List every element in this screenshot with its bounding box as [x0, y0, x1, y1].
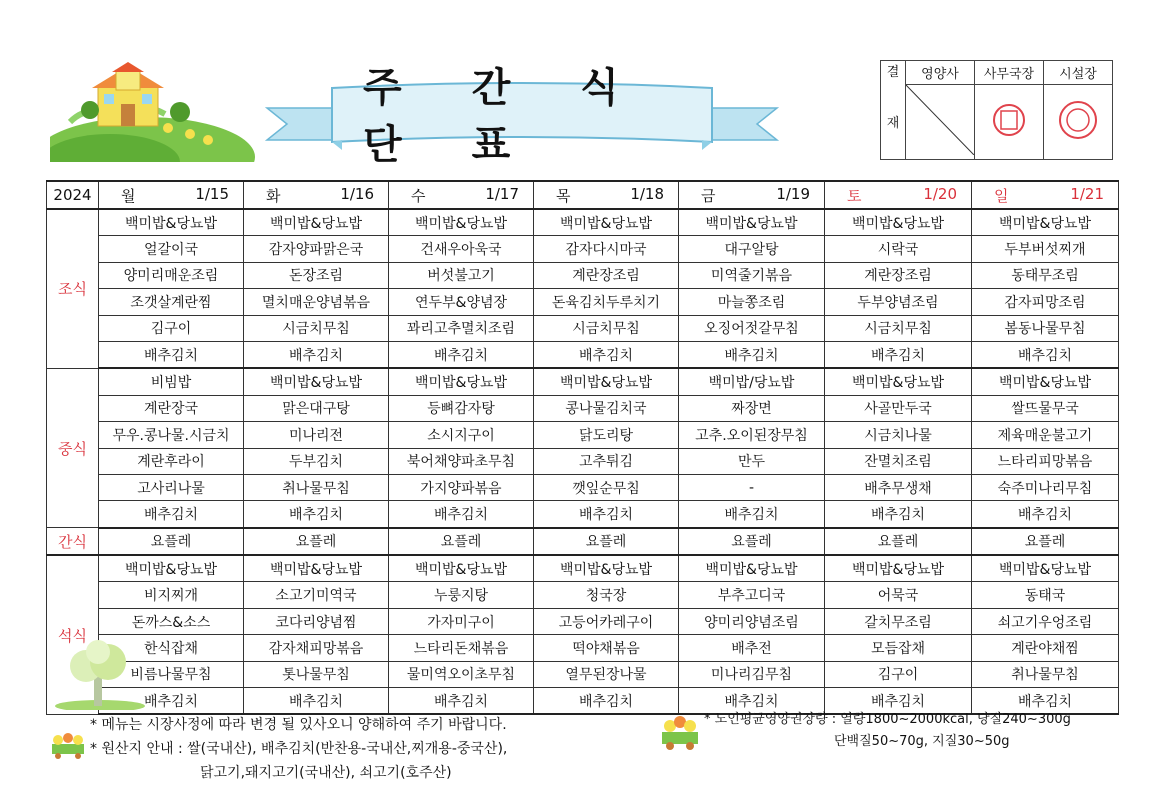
menu-cell: 시금치나물: [825, 422, 972, 448]
day-header-3: [534, 181, 679, 209]
menu-cell: 고등어카레구이: [534, 608, 679, 634]
menu-cell: 시금치무침: [825, 315, 972, 341]
menu-cell: 계란장조림: [825, 262, 972, 288]
menu-cell: 오징어젓갈무침: [679, 315, 825, 341]
menu-cell: 고추튀김: [534, 448, 679, 474]
weekly-menu-table: [46, 180, 1119, 715]
menu-cell: 맑은대구탕: [244, 395, 389, 421]
menu-row: [47, 582, 1119, 608]
menu-cell: 만두: [679, 448, 825, 474]
menu-cell: 양미리양념조림: [679, 608, 825, 634]
day-header-4: [679, 181, 825, 209]
menu-cell: 배추김치: [99, 341, 244, 368]
menu-cell: 돈장조림: [244, 262, 389, 288]
menu-cell: 미나리김무침: [679, 661, 825, 687]
menu-cell: 요플레: [99, 528, 244, 555]
flower-cart-icon: [658, 712, 702, 752]
menu-cell: 시금치무침: [534, 315, 679, 341]
menu-cell: 얼갈이국: [99, 236, 244, 262]
menu-cell: 양미리매운조림: [99, 262, 244, 288]
menu-cell: 요플레: [244, 528, 389, 555]
approval-cell-director: [1044, 85, 1113, 160]
menu-row: [47, 289, 1119, 315]
menu-cell: 배추김치: [534, 688, 679, 715]
menu-cell: 요플레: [972, 528, 1119, 555]
menu-cell: 백미밥&당뇨밥: [244, 555, 389, 582]
menu-cell: 대구알탕: [679, 236, 825, 262]
menu-cell: 백미밥&당뇨밥: [244, 368, 389, 395]
tree-illustration: [50, 640, 145, 710]
menu-cell: 떡야채볶음: [534, 635, 679, 661]
menu-cell: 감자피망조림: [972, 289, 1119, 315]
day-date: 1/20: [923, 184, 957, 203]
menu-cell: 백미밥&당뇨밥: [972, 555, 1119, 582]
menu-cell: 동태국: [972, 582, 1119, 608]
approval-role-nutritionist: 영양사: [906, 61, 975, 85]
menu-cell: 계란장국: [99, 395, 244, 421]
menu-cell: 조갯살계란찜: [99, 289, 244, 315]
menu-cell: 감자양파맑은국: [244, 236, 389, 262]
menu-row: [47, 501, 1119, 528]
day-name: 목: [556, 186, 571, 205]
day-header-label: [825, 185, 971, 206]
menu-cell: 배추김치: [244, 341, 389, 368]
menu-row: [47, 341, 1119, 368]
menu-row: [47, 262, 1119, 288]
day-date: 1/21: [1070, 184, 1104, 203]
menu-cell: 비지찌개: [99, 582, 244, 608]
menu-cell: 백미밥&당뇨밥: [99, 555, 244, 582]
menu-cell: 봄동나물무침: [972, 315, 1119, 341]
menu-cell: 쌀뜨물무국: [972, 395, 1119, 421]
menu-cell: 요플레: [389, 528, 534, 555]
menu-cell: 미나리전: [244, 422, 389, 448]
day-date: 1/15: [195, 184, 229, 203]
menu-cell: 백미밥&당뇨밥: [389, 555, 534, 582]
day-header-2: [389, 181, 534, 209]
menu-cell: 김구이: [825, 661, 972, 687]
day-header-label: [389, 185, 533, 206]
menu-cell: 감자채피망볶음: [244, 635, 389, 661]
menu-cell: 백미밥&당뇨밥: [389, 368, 534, 395]
menu-cell: 배추김치: [389, 688, 534, 715]
flower-cart-icon: [48, 730, 88, 760]
approval-cell-office-manager: [975, 85, 1044, 160]
nutrition-guide-line2: 단백질50~70g, 지질30~50g: [834, 734, 1010, 749]
menu-cell: 꽈리고추멸치조림: [389, 315, 534, 341]
menu-cell: 백미밥&당뇨밥: [679, 209, 825, 236]
menu-cell: 버섯불고기: [389, 262, 534, 288]
red-seal-stamp-icon: [1056, 98, 1100, 142]
menu-cell: 미역줄기볶음: [679, 262, 825, 288]
menu-cell: 모듬잡채: [825, 635, 972, 661]
menu-cell: 비빔밥: [99, 368, 244, 395]
menu-cell: 쇠고기우엉조림: [972, 608, 1119, 634]
menu-cell: 소시지구이: [389, 422, 534, 448]
day-name: 일: [994, 186, 1009, 205]
day-date: 1/19: [776, 184, 810, 203]
menu-cell: 누룽지탕: [389, 582, 534, 608]
menu-cell: 멸치매운양념볶음: [244, 289, 389, 315]
menu-cell: 취나물무침: [244, 474, 389, 500]
menu-cell: 배추김치: [389, 501, 534, 528]
menu-cell: 두부김치: [244, 448, 389, 474]
menu-cell: 제육매운불고기: [972, 422, 1119, 448]
approval-side-label: [881, 61, 906, 160]
origin-notice-line1: * 원산지 안내 : 쌀(국내산), 배추김치(반찬용-국내산,찌개용-중국산),: [90, 741, 508, 757]
menu-cell: 한식잡채: [99, 635, 244, 661]
menu-cell: 김구이: [99, 315, 244, 341]
approval-cell-nutritionist: [906, 85, 975, 160]
menu-cell: 콩나물김치국: [534, 395, 679, 421]
menu-cell: 잔멸치조림: [825, 448, 972, 474]
nutrition-guide-line1: * 노인평균영양권장량 : 열량1800~2000kcal, 당질240~300g: [704, 712, 1071, 727]
menu-cell: 배추김치: [99, 688, 244, 715]
day-header-0: [99, 181, 244, 209]
menu-cell: 배추김치: [825, 501, 972, 528]
origin-notice-line2: 닭고기,돼지고기(국내산), 쇠고기(호주산): [200, 765, 452, 781]
menu-cell: 가자미구이: [389, 608, 534, 634]
menu-row: [47, 395, 1119, 421]
menu-cell: 배추김치: [244, 501, 389, 528]
day-header-label: [244, 185, 388, 206]
day-date: 1/16: [340, 184, 374, 203]
menu-cell: 무우.콩나물.시금치: [99, 422, 244, 448]
menu-cell: 요플레: [534, 528, 679, 555]
menu-row: [47, 422, 1119, 448]
menu-cell: 백미밥&당뇨밥: [534, 209, 679, 236]
page-title: 주 간 식 단 표: [363, 64, 647, 168]
menu-cell: 갈치무조림: [825, 608, 972, 634]
meal-label: 석식: [47, 555, 99, 714]
menu-cell: 백미밥&당뇨밥: [679, 555, 825, 582]
day-header-label: [679, 185, 824, 206]
approval-side-top: 결: [886, 65, 900, 80]
menu-cell: 배추김치: [972, 688, 1119, 715]
menu-row: [47, 448, 1119, 474]
meal-label: 조식: [47, 209, 99, 368]
menu-cell: 배추김치: [244, 688, 389, 715]
menu-cell: 느타리돈채볶음: [389, 635, 534, 661]
menu-cell: 취나물무침: [972, 661, 1119, 687]
menu-cell: 백미밥&당뇨밥: [825, 555, 972, 582]
menu-cell: 시금치무침: [244, 315, 389, 341]
day-name: 월: [121, 186, 136, 205]
meal-label: 간식: [47, 528, 99, 555]
day-header-label: [99, 185, 243, 206]
menu-cell: 백미밥&당뇨밥: [972, 368, 1119, 395]
menu-cell: 배추김치: [825, 341, 972, 368]
menu-cell: 배추김치: [389, 341, 534, 368]
menu-row: [47, 474, 1119, 500]
menu-cell: 깻잎순무침: [534, 474, 679, 500]
day-name: 금: [701, 186, 716, 205]
menu-cell: 청국장: [534, 582, 679, 608]
house-hill-illustration: [50, 62, 260, 162]
menu-cell: 배추전: [679, 635, 825, 661]
menu-cell: 배추김치: [534, 341, 679, 368]
menu-cell: 고추.오이된장무침: [679, 422, 825, 448]
menu-row: [47, 528, 1119, 555]
day-header-row: [47, 181, 1119, 209]
menu-row: [47, 236, 1119, 262]
menu-cell: 부추고디국: [679, 582, 825, 608]
day-header-6: [972, 181, 1119, 209]
approval-role-office-manager: 사무국장: [975, 61, 1044, 85]
menu-cell: 계란장조림: [534, 262, 679, 288]
menu-cell: 백미밥&당뇨밥: [534, 368, 679, 395]
day-date: 1/18: [630, 184, 664, 203]
menu-cell: 배추무생채: [825, 474, 972, 500]
day-name: 화: [266, 186, 281, 205]
menu-cell: 짜장면: [679, 395, 825, 421]
menu-cell: 백미밥&당뇨밥: [825, 209, 972, 236]
menu-body: [47, 181, 1119, 714]
menu-cell: 연두부&양념장: [389, 289, 534, 315]
menu-cell: 코다리양념찜: [244, 608, 389, 634]
menu-cell: 북어채양파초무침: [389, 448, 534, 474]
menu-cell: 요플레: [825, 528, 972, 555]
day-header-label: [972, 185, 1118, 206]
menu-cell: -: [679, 474, 825, 500]
day-name: 토: [847, 186, 862, 205]
meal-label: 중식: [47, 368, 99, 527]
menu-cell: 두부버섯찌개: [972, 236, 1119, 262]
menu-cell: 돈까스&소스: [99, 608, 244, 634]
menu-cell: 백미밥&당뇨밥: [99, 209, 244, 236]
menu-cell: 느타리피망볶음: [972, 448, 1119, 474]
menu-cell: 동태무조림: [972, 262, 1119, 288]
menu-cell: 백미밥&당뇨밥: [825, 368, 972, 395]
menu-cell: 백미밥&당뇨밥: [244, 209, 389, 236]
menu-cell: 시락국: [825, 236, 972, 262]
menu-cell: 요플레: [679, 528, 825, 555]
menu-cell: 백미밥&당뇨밥: [972, 209, 1119, 236]
red-seal-stamp-icon: [989, 100, 1029, 140]
menu-cell: 닭도리탕: [534, 422, 679, 448]
menu-change-notice: * 메뉴는 시장사정에 따라 변경 될 있사오니 양해하여 주기 바랍니다.: [90, 717, 507, 733]
diagonal-strike-icon: [906, 85, 974, 155]
menu-cell: 백미밥&당뇨밥: [389, 209, 534, 236]
day-header-label: [534, 185, 678, 206]
menu-cell: 마늘쫑조림: [679, 289, 825, 315]
menu-cell: 배추김치: [679, 501, 825, 528]
approval-role-director: 시설장: [1044, 61, 1113, 85]
day-header-5: [825, 181, 972, 209]
menu-cell: 비름나물무침: [99, 661, 244, 687]
menu-cell: 톳나물무침: [244, 661, 389, 687]
menu-row: [47, 635, 1119, 661]
menu-cell: 두부양념조림: [825, 289, 972, 315]
approval-box: [880, 60, 1113, 160]
menu-cell: 가지양파볶음: [389, 474, 534, 500]
menu-cell: 계란야채찜: [972, 635, 1119, 661]
day-header-1: [244, 181, 389, 209]
menu-cell: 등뼈감자탕: [389, 395, 534, 421]
menu-cell: 사골만두국: [825, 395, 972, 421]
menu-row: [47, 209, 1119, 236]
menu-cell: 배추김치: [679, 341, 825, 368]
menu-row: [47, 608, 1119, 634]
menu-cell: 배추김치: [972, 341, 1119, 368]
menu-cell: 건새우아욱국: [389, 236, 534, 262]
menu-cell: 숙주미나리무침: [972, 474, 1119, 500]
menu-row: [47, 368, 1119, 395]
menu-cell: 배추김치: [972, 501, 1119, 528]
day-date: 1/17: [485, 184, 519, 203]
menu-cell: 감자다시마국: [534, 236, 679, 262]
menu-row: [47, 661, 1119, 687]
menu-row: [47, 315, 1119, 341]
year-cell: 2024: [47, 181, 99, 209]
menu-cell: 백미밥&당뇨밥: [534, 555, 679, 582]
menu-cell: 소고기미역국: [244, 582, 389, 608]
menu-cell: 물미역오이초무침: [389, 661, 534, 687]
menu-cell: 고사리나물: [99, 474, 244, 500]
menu-cell: 어묵국: [825, 582, 972, 608]
approval-side-bottom: 재: [886, 116, 900, 131]
menu-cell: 배추김치: [679, 688, 825, 715]
menu-cell: 배추김치: [534, 501, 679, 528]
menu-cell: 돈육김치두루치기: [534, 289, 679, 315]
menu-cell: 백미밥/당뇨밥: [679, 368, 825, 395]
day-name: 수: [411, 186, 426, 205]
menu-cell: 배추김치: [99, 501, 244, 528]
menu-cell: 열무된장나물: [534, 661, 679, 687]
menu-cell: 배추김치: [825, 688, 972, 715]
menu-cell: 계란후라이: [99, 448, 244, 474]
menu-row: [47, 555, 1119, 582]
